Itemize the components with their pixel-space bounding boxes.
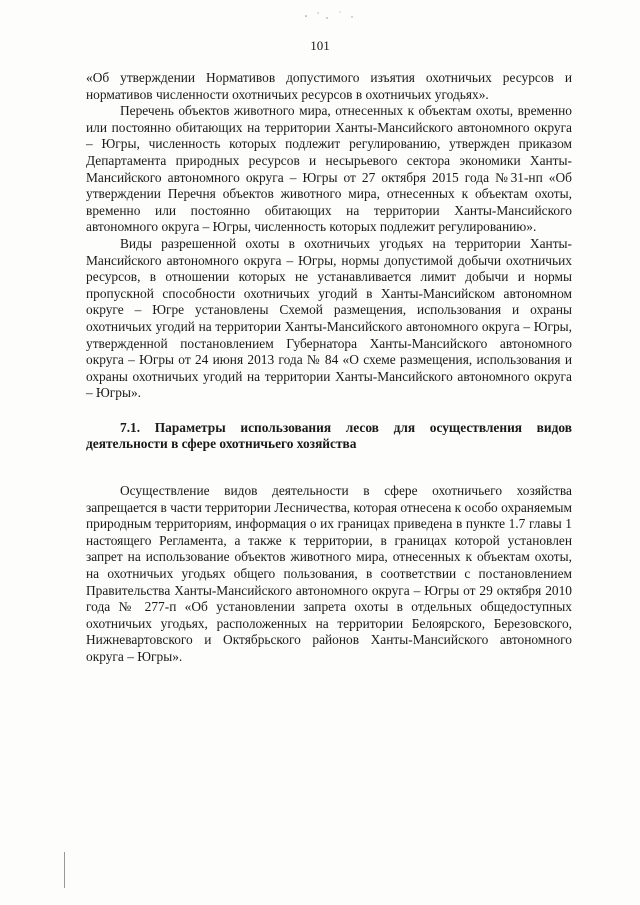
paragraph-continuation: «Об утверждении Нормативов допустимого изъятия охотничьих ресурсов и нормативов численности охотничьих ресурсов в охотничьих угодьях». (86, 70, 572, 102)
paragraph-hunting-objects-list: Перечень объектов животного мира, отнесенных к объектам охоты, временно или постоянно обитающих на территории Ханты-Мансийского автономного округа – Югры, численность которых подлежит регулированию, утвержден приказом Департамента природных ресурсов и несырьевого сектора экономики Ханты-Мансийского автономного округа – Югры от 27 октября 2015 года №31-нп «Об утверждении Перечня объектов животного мира, отнесенных к объектам охоты, временно или постоянно обитающих на территории Ханты-Мансийского автономного округа – Югры, численность которых подлежит регулированию». (86, 103, 572, 235)
paragraph-hunting-restrictions: Осуществление видов деятельности в сфере охотничьего хозяйства запрещается в части территории Лесничества, которая отнесена к особо охраняемым природным территориям, информация о их границах приведена в пункте 1.7 главы 1 настоящего Регламента, а также к территории, в границах которой установлен запрет на использование объектов животного мира, отнесенных к объектам охоты, на охотничьих угодьях общего пользования, в соответствии с постановлением Правительства Ханты-Мансийского автономного округа – Югры от 29 октября 2010 года № 277-п «Об установлении запрета охоты в отдельных общедоступных охотничьих угодьях, расположенных на территории Белоярского, Березовского, Нижневартовского и Октябрьского районов Ханты-Мансийского автономного округа – Югры». (86, 483, 572, 664)
scan-noise (300, 8, 360, 22)
section-heading: 7.1. Параметры использования лесов для осуществления видов деятельности в сфере охотничьего хозяйства (86, 419, 572, 452)
paragraph-permitted-hunting: Виды разрешенной охоты в охотничьих угодьях на территории Ханты-Мансийского автономного округа – Югры, нормы допустимой добычи охотничьих ресурсов, в отношении которых не устанавливается лимит добычи и нормы пропускной способности охотничьих угодий в Ханты-Мансийском автономном округе – Югре установлены Схемой размещения, использования и охраны охотничьих угодий на территории Ханты-Мансийского автономного округа – Югры, утвержденной постановлением Губернатора Ханты-Мансийского автономного округа – Югры от 24 июня 2013 года № 84 «О схеме размещения, использования и охраны охотничьих угодий на территории Ханты-Мансийского автономного округа – Югры». (86, 235, 572, 401)
scan-margin-line (64, 852, 65, 888)
document-body (86, 70, 572, 666)
page-number: 101 (310, 38, 330, 53)
